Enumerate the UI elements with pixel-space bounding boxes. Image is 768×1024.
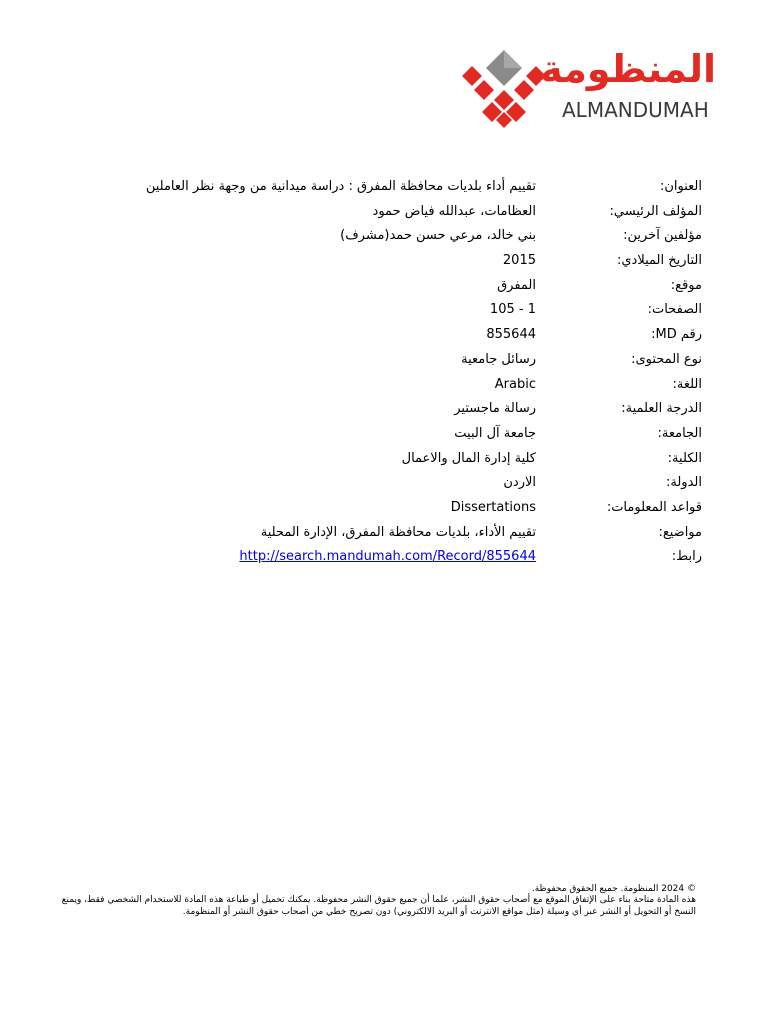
record-label: مواضيع: bbox=[658, 524, 702, 540]
record-label: الدولة: bbox=[666, 475, 702, 491]
record-row-subjects bbox=[100, 522, 710, 547]
record-label: العنوان: bbox=[659, 179, 702, 194]
record-value: 1 - 105 bbox=[489, 302, 536, 318]
record-label: مؤلفين آخرين: bbox=[623, 228, 702, 244]
record-value: تقييم أداء بلديات محافظة المفرق : دراسة ميدانية من وجهة نظر العاملين bbox=[145, 179, 536, 194]
record-row-databases bbox=[100, 497, 710, 522]
record-label: موقع: bbox=[670, 277, 702, 293]
record-row-link bbox=[100, 546, 710, 571]
record-label: التاريخ الميلادي: bbox=[617, 253, 702, 269]
record-label: الجامعة: bbox=[657, 425, 702, 441]
record-label: الدرجة العلمية: bbox=[621, 401, 702, 417]
record-link[interactable]: http://search.mandumah.com/Record/855644 bbox=[239, 549, 536, 565]
usage-notice: هذه المادة متاحة بناء على الإتفاق الموقع مع أصحاب حقوق النشر، علما أن جميع حقوق النشر محفوظة. يمكنك تحميل أو طباعة هذه المادة للاستخدام الشخصي فقط، ويمنع النسخ أو التحويل أو النشر عبر أي وسيلة (مثل مواقع الانترنت أو البريد الالكتروني) دون تصريح خطي من أصحاب حقوق النشر أو المنظومة. bbox=[61, 895, 696, 917]
record-label: المؤلف الرئيسي: bbox=[609, 203, 702, 219]
record-value: Arabic bbox=[494, 376, 536, 392]
record-label: الكلية: bbox=[667, 450, 702, 466]
logo-english-text: ALMANDUMAH bbox=[562, 98, 709, 122]
record-value: العظامات، عبدالله فياض حمود bbox=[372, 203, 536, 219]
record-row-md-number bbox=[100, 324, 710, 349]
record-value: 2015 bbox=[502, 253, 536, 269]
record-value: كلية إدارة المال والاعمال bbox=[401, 450, 536, 466]
record-value: رسائل جامعية bbox=[461, 351, 536, 367]
record-row-main-author bbox=[100, 201, 710, 226]
record-row-date bbox=[100, 250, 710, 275]
record-label: رقم MD: bbox=[651, 327, 702, 343]
record-value: 855644 bbox=[486, 327, 536, 343]
record-row-country bbox=[100, 472, 710, 497]
record-label: رابط: bbox=[671, 549, 702, 565]
record-value: الاردن bbox=[503, 475, 536, 491]
record-row-university bbox=[100, 423, 710, 448]
record-row-content-type bbox=[100, 349, 710, 374]
record-value: رسالة ماجستير bbox=[454, 401, 536, 417]
record-value: جامعة آل البيت bbox=[454, 425, 536, 441]
record-row-language bbox=[100, 374, 710, 399]
record-label: نوع المحتوى: bbox=[631, 351, 702, 367]
record-value: بني خالد، مرعي حسن حمد(مشرف) bbox=[340, 228, 536, 244]
record-value: المفرق bbox=[497, 277, 536, 293]
record-row-location bbox=[100, 275, 710, 300]
record-details bbox=[100, 176, 710, 571]
record-row-faculty bbox=[100, 448, 710, 473]
record-label: الصفحات: bbox=[647, 302, 702, 318]
record-value: Dissertations bbox=[450, 499, 536, 515]
record-row-degree bbox=[100, 398, 710, 423]
record-row-other-authors bbox=[100, 225, 710, 250]
copyright-footer bbox=[52, 884, 696, 918]
record-label: اللغة: bbox=[672, 376, 702, 392]
record-row-pages bbox=[100, 299, 710, 324]
logo-arabic-text: المنظومة bbox=[540, 47, 716, 91]
almandumah-logo bbox=[456, 48, 718, 130]
record-value: تقييم الأداء، بلديات محافظة المفرق، الإدارة المحلية bbox=[260, 524, 536, 540]
record-row-title bbox=[100, 176, 710, 201]
copyright-line: © 2024 المنظومة. جميع الحقوق محفوظة. bbox=[531, 884, 696, 894]
record-label: قواعد المعلومات: bbox=[606, 499, 702, 515]
